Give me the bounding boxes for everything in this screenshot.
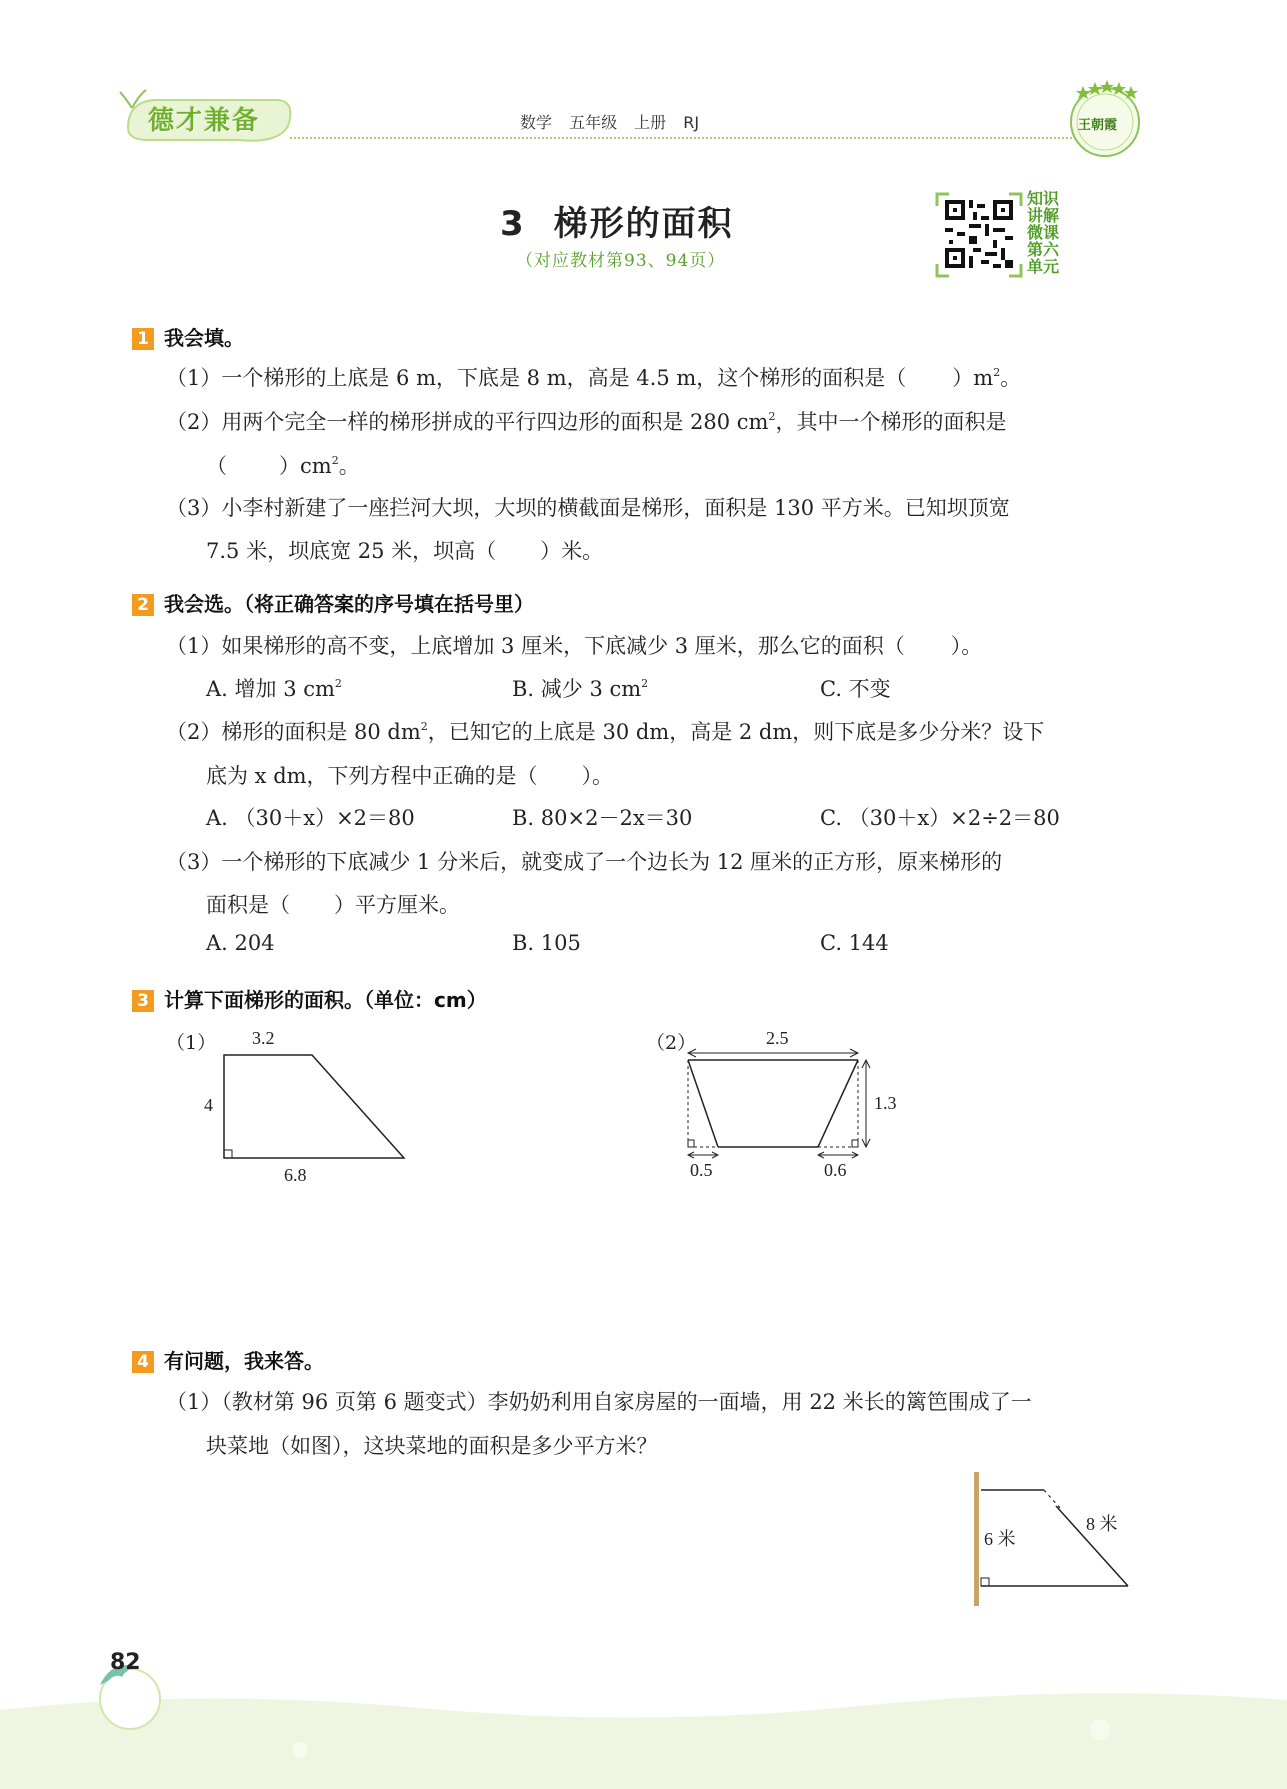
footer-decoration bbox=[0, 1690, 1287, 1789]
section-title: 我会填。 bbox=[164, 326, 244, 350]
question-1-3: （3）小李村新建了一座拦河大坝，大坝的横截面是梯形，面积是 130 平方米。已知坝顶宽 bbox=[166, 496, 1010, 520]
trapezoid-shape bbox=[224, 1055, 404, 1158]
option-c[interactable]: C. 144 bbox=[820, 931, 889, 955]
question-1-2: （2）用两个完全一样的梯形拼成的平行四边形的面积是 280 $cm^2$，其中一个梯形的面积是 bbox=[166, 410, 1007, 434]
option-c[interactable]: C. 不变 bbox=[820, 677, 891, 701]
question-4-1: （1）（教材第 96 页第 6 题变式）李奶奶利用自家房屋的一面墙，用 22 米长的篱笆围成了一 bbox=[166, 1390, 1032, 1414]
option-b[interactable]: B. 80×2－2x＝30 bbox=[512, 806, 693, 830]
lesson-title bbox=[500, 196, 734, 245]
header-divider bbox=[290, 137, 1128, 139]
header-book-info: 数学 五年级 上册 RJ bbox=[520, 113, 700, 132]
section-title: 我会选。（将正确答案的序号填在括号里） bbox=[164, 592, 534, 616]
right-angle-mark bbox=[224, 1150, 232, 1158]
section-number-badge: 4 bbox=[132, 1351, 154, 1373]
section-number-badge: 1 bbox=[132, 328, 154, 350]
trapezoid-figure-1 bbox=[190, 1040, 430, 1180]
lesson-number: 3 bbox=[500, 204, 526, 244]
question-1-1: （1）一个梯形的上底是 6 m，下底是 8 m，高是 4.5 m，这个梯形的面积是（ ）$m^2$。 bbox=[166, 366, 1022, 390]
section-title: 有问题，我来答。 bbox=[164, 1349, 324, 1373]
question-1-3-line2: 7.5 米，坝底宽 25 米，坝高（ ）米。 bbox=[206, 539, 604, 563]
section-4-heading bbox=[132, 1345, 324, 1374]
section-3-heading bbox=[132, 984, 487, 1013]
section-number-badge: 2 bbox=[132, 594, 154, 616]
figure-2-right-offset: 0.6 bbox=[824, 1160, 847, 1180]
textbook-reference: （对应教材第93、94页） bbox=[516, 251, 726, 271]
figure-2-label: （2） bbox=[646, 1032, 697, 1054]
figure-2-top-length: 2.5 bbox=[766, 1028, 789, 1048]
section-1-heading bbox=[132, 322, 244, 351]
option-b[interactable]: B. 减少 3 $cm^2$ bbox=[512, 677, 649, 701]
question-1-2-line2: （ ）$cm^2$。 bbox=[206, 454, 360, 478]
figure-1-height: 4 bbox=[204, 1095, 213, 1115]
garden-height-label: 6 米 bbox=[984, 1529, 1016, 1549]
brand-logo-text: 德才兼备 bbox=[148, 106, 261, 136]
qr-caption: 知识讲解微课第六单元 bbox=[1027, 189, 1060, 276]
option-a[interactable]: A. 增加 3 $cm^2$ bbox=[206, 677, 342, 701]
question-2-1: （1）如果梯形的高不变，上底增加 3 厘米，下底减少 3 厘米，那么它的面积（ ）。 bbox=[166, 634, 983, 658]
figure-2-height: 1.3 bbox=[874, 1093, 897, 1113]
question-2-3-line2: 面积是（ ）平方厘米。 bbox=[206, 893, 460, 917]
option-a[interactable]: A. 204 bbox=[206, 931, 275, 955]
figure-1-label: （1） bbox=[166, 1032, 217, 1054]
question-2-2-line2: 底为 x dm，下列方程中正确的是（ ）。 bbox=[206, 764, 614, 788]
qr-code-icon[interactable] bbox=[945, 200, 1013, 268]
figure-1-top-length: 3.2 bbox=[252, 1028, 275, 1048]
house-wall bbox=[974, 1472, 979, 1606]
figure-1-bottom-length: 6.8 bbox=[284, 1165, 307, 1185]
page-number: 82 bbox=[110, 1650, 141, 1675]
question-2-2: （2）梯形的面积是 80 $dm^2$，已知它的上底是 30 dm，高是 2 dm，则下底是多少分米？设下 bbox=[166, 720, 1045, 744]
trapezoid-figure-2 bbox=[676, 1036, 896, 1176]
section-title: 计算下面梯形的面积。（单位：cm） bbox=[164, 988, 487, 1012]
section-2-heading bbox=[132, 588, 534, 617]
figure-2-left-offset: 0.5 bbox=[690, 1160, 713, 1180]
author-seal-text: 王朝霞 bbox=[1078, 118, 1118, 133]
lesson-title-text: 梯形的面积 bbox=[553, 204, 734, 244]
section-number-badge: 3 bbox=[132, 990, 154, 1012]
option-c[interactable]: C. （30＋x）×2÷2＝80 bbox=[820, 806, 1060, 830]
question-4-1-line2: 块菜地（如图），这块菜地的面积是多少平方米？ bbox=[206, 1434, 658, 1458]
option-a[interactable]: A. （30＋x）×2＝80 bbox=[206, 806, 415, 830]
question-2-3: （3）一个梯形的下底减少 1 分米后，就变成了一个边长为 12 厘米的正方形，原来梯形的 bbox=[166, 850, 1003, 874]
option-b[interactable]: B. 105 bbox=[512, 931, 581, 955]
garden-slant-label: 8 米 bbox=[1086, 1514, 1118, 1534]
